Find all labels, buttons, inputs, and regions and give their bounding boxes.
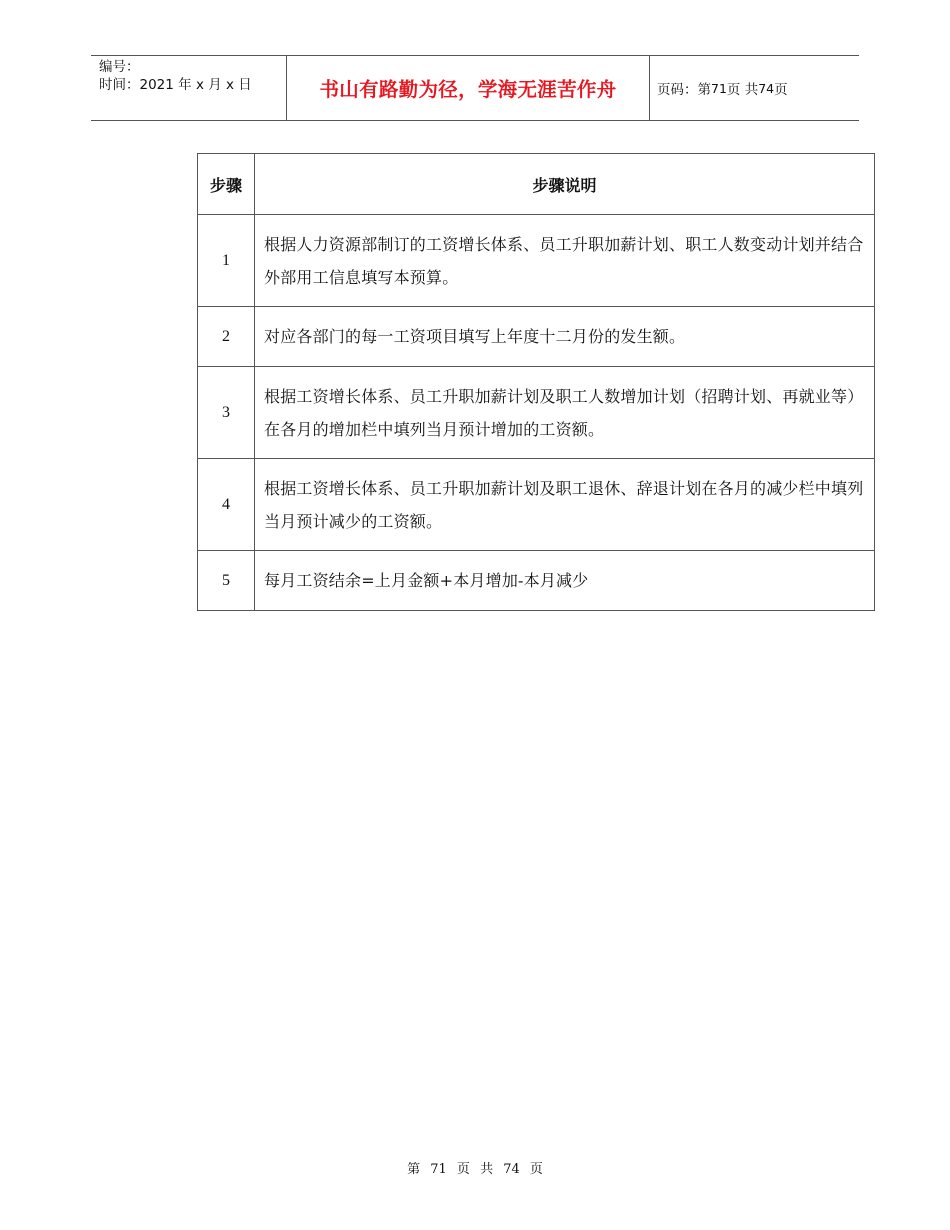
document-number-label: 编号： — [99, 59, 140, 75]
table-row — [198, 551, 875, 611]
page-total: 74 — [758, 80, 775, 96]
footer-word: 页 — [529, 1162, 543, 1177]
page-middle: 页 共 — [726, 82, 759, 98]
page-current: 71 — [711, 80, 727, 96]
step-description: 根据工资增长体系、员工升职加薪计划及职工退休、辞退计划在各月的减少栏中填列当月预计减少的工资额。 — [255, 459, 875, 551]
page-suffix: 页 — [774, 82, 788, 98]
table-row — [198, 215, 875, 307]
step-description: 对应各部门的每一工资项目填写上年度十二月份的发生额。 — [255, 307, 875, 367]
header-divider — [649, 56, 650, 120]
header-motto: 书山有路勤为径，学海无涯苦作舟 — [319, 78, 617, 101]
page-header — [91, 55, 859, 121]
header-meta — [99, 58, 287, 94]
footer-page-total: 74 — [503, 1162, 520, 1177]
table-row — [198, 307, 875, 367]
step-number: 4 — [198, 459, 255, 551]
page-footer — [0, 1158, 950, 1177]
column-header-description: 步骤说明 — [255, 154, 875, 215]
step-description: 根据人力资源部制订的工资增长体系、员工升职加薪计划、职工人数变动计划并结合外部用工信息填写本预算。 — [255, 215, 875, 307]
step-number: 1 — [198, 215, 255, 307]
footer-word: 第 — [407, 1162, 421, 1177]
column-header-step: 步骤 — [198, 154, 255, 215]
table-header-row — [198, 154, 875, 215]
table-row — [198, 367, 875, 459]
step-number: 2 — [198, 307, 255, 367]
step-number: 3 — [198, 367, 255, 459]
header-page-indicator — [657, 56, 788, 120]
step-description: 根据工资增长体系、员工升职加薪计划及职工人数增加计划（招聘计划、再就业等）在各月的增加栏中填列当月预计增加的工资额。 — [255, 367, 875, 459]
page-prefix: 页码：第 — [657, 82, 711, 98]
table-row — [198, 459, 875, 551]
document-time-label: 时间：2021 年 x 月 x 日 — [99, 77, 252, 93]
step-number: 5 — [198, 551, 255, 611]
step-description: 每月工资结余=上月金额+本月增加-本月减少 — [255, 551, 875, 611]
footer-word: 页 — [456, 1162, 470, 1177]
footer-page-current: 71 — [430, 1162, 447, 1177]
steps-table — [197, 153, 875, 611]
footer-word: 共 — [480, 1162, 494, 1177]
